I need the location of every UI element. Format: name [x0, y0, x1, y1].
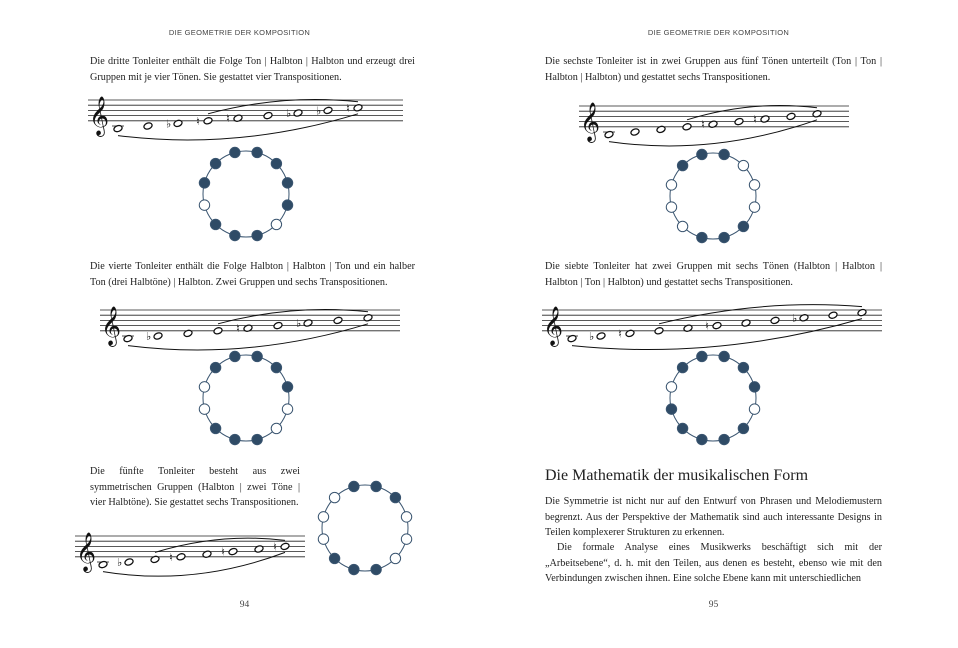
natural-sign-icon: ♮: [221, 545, 225, 559]
filled-tone-dot: [719, 149, 729, 159]
whole-note: [712, 321, 722, 329]
music-staff: [75, 526, 305, 576]
empty-tone-dot: [666, 382, 676, 392]
running-header: DIE GEOMETRIE DER KOMPOSITION: [647, 28, 790, 37]
natural-sign-icon: ♮: [226, 112, 230, 126]
whole-note: [153, 332, 163, 340]
treble-clef-icon: 𝄞: [543, 305, 564, 346]
filled-tone-dot: [697, 149, 707, 159]
whole-note: [124, 558, 134, 566]
filled-tone-dot: [282, 178, 292, 188]
empty-tone-dot: [390, 553, 400, 563]
flat-sign-icon: ♭: [792, 311, 798, 325]
filled-tone-dot: [210, 158, 220, 168]
flat-sign-icon: ♭: [166, 117, 172, 131]
whole-note: [263, 111, 273, 119]
flat-sign-icon: ♭: [146, 330, 152, 343]
natural-sign-icon: ♮: [273, 540, 277, 554]
paragraph: Die formale Analyse eines Musikwerks beschäftigt sich mit der „Arbeitsebene“, d. h. mit den Teilen, aus denen es besteht, ebenso wie mit den Verbindungen zwischen ihnen. Eine solche Ebene kann mit unterschiedlichen: [545, 542, 882, 584]
treble-clef-icon: 𝄞: [89, 95, 110, 136]
filled-tone-dot: [230, 434, 240, 444]
empty-tone-dot: [749, 180, 759, 190]
filled-tone-dot: [252, 147, 262, 157]
paragraph: Die vierte Tonleiter enthält die Folge Halbton | Halbton | Ton und ein halber Ton (drei Halbtöne) | Halbton. Zwei Gruppen und sechs Transpositionen.: [90, 261, 415, 288]
natural-sign-icon: ♮: [618, 327, 622, 341]
filled-tone-dot: [199, 178, 209, 188]
whole-note: [630, 128, 640, 136]
filled-tone-dot: [666, 404, 676, 414]
whole-note: [682, 123, 692, 131]
tone-circle-diagram: [663, 350, 763, 446]
treble-clef-icon: 𝄞: [101, 305, 122, 346]
empty-tone-dot: [749, 202, 759, 212]
paragraph: Die siebte Tonleiter hat zwei Gruppen mit sechs Tönen (Halbton | Halbton | Halbton | Ton | Halbton) und gestattet sechs Transpositionen.: [545, 261, 882, 288]
treble-clef-icon: 𝄞: [580, 101, 601, 142]
natural-sign-icon: ♮: [169, 550, 173, 564]
filled-tone-dot: [271, 362, 281, 372]
filled-tone-dot: [282, 382, 292, 392]
whole-note: [280, 542, 290, 550]
whole-note: [734, 117, 744, 125]
filled-tone-dot: [252, 351, 262, 361]
slur: [208, 100, 358, 114]
filled-tone-dot: [230, 147, 240, 157]
filled-tone-dot: [371, 564, 381, 574]
empty-tone-dot: [271, 423, 281, 433]
whole-note: [273, 321, 283, 329]
running-header: DIE GEOMETRIE DER KOMPOSITION: [168, 28, 311, 37]
natural-sign-icon: ♮: [346, 101, 350, 115]
flat-sign-icon: ♭: [286, 107, 292, 120]
filled-tone-dot: [252, 230, 262, 240]
slur: [687, 106, 817, 120]
filled-tone-dot: [719, 232, 729, 242]
tone-circle-diagram: [196, 350, 296, 446]
whole-note: [654, 327, 664, 335]
whole-note: [203, 117, 213, 125]
whole-note: [228, 547, 238, 555]
paragraph: Die Symmetrie ist nicht nur auf den Entwurf von Phrasen und Melodiemustern begrenzt. Aus der Perspektive der Mathematik sind auch interessante Designs in Teilen komplexerer Strukturen zu erkennen.: [545, 496, 882, 538]
paragraph: Die dritte Tonleiter enthält die Folge Ton | Halbton | Halbton und erzeugt drei Gruppen mit je vier Tönen. Sie gestattet vier Transpositionen.: [90, 56, 415, 83]
flat-sign-icon: ♭: [117, 556, 123, 569]
filled-tone-dot: [210, 219, 220, 229]
empty-tone-dot: [282, 404, 292, 414]
filled-tone-dot: [230, 351, 240, 361]
filled-tone-dot: [677, 423, 687, 433]
filled-tone-dot: [349, 481, 359, 491]
empty-tone-dot: [677, 221, 687, 231]
treble-clef-icon: 𝄞: [76, 531, 97, 572]
filled-tone-dot: [697, 351, 707, 361]
filled-tone-dot: [210, 362, 220, 372]
empty-tone-dot: [738, 160, 748, 170]
flat-sign-icon: ♭: [589, 330, 595, 343]
music-staff: [542, 300, 882, 350]
empty-tone-dot: [199, 382, 209, 392]
filled-tone-dot: [738, 221, 748, 231]
whole-note: [323, 106, 333, 114]
music-staff: [88, 90, 403, 140]
empty-tone-dot: [271, 219, 281, 229]
filled-tone-dot: [738, 423, 748, 433]
tone-circle-diagram: [315, 480, 415, 576]
filled-tone-dot: [390, 492, 400, 502]
whole-note: [176, 553, 186, 561]
filled-tone-dot: [329, 553, 339, 563]
natural-sign-icon: ♮: [196, 114, 200, 128]
filled-tone-dot: [210, 423, 220, 433]
filled-tone-dot: [738, 362, 748, 372]
natural-sign-icon: ♮: [753, 113, 757, 126]
page-number: 94: [239, 600, 250, 610]
filled-tone-dot: [349, 564, 359, 574]
right-page: [479, 0, 958, 648]
whole-note: [770, 316, 780, 324]
filled-tone-dot: [677, 160, 687, 170]
whole-note: [333, 316, 343, 324]
empty-tone-dot: [199, 404, 209, 414]
whole-note: [828, 311, 838, 319]
filled-tone-dot: [719, 434, 729, 444]
whole-note: [596, 332, 606, 340]
natural-sign-icon: ♮: [236, 322, 240, 336]
filled-tone-dot: [282, 200, 292, 210]
whole-note: [143, 122, 153, 130]
empty-tone-dot: [329, 492, 339, 502]
whole-note: [213, 327, 223, 335]
empty-tone-dot: [666, 202, 676, 212]
filled-tone-dot: [749, 382, 759, 392]
filled-tone-dot: [252, 434, 262, 444]
empty-tone-dot: [749, 404, 759, 414]
tone-circle-diagram: [663, 148, 763, 244]
empty-tone-dot: [401, 534, 411, 544]
empty-tone-dot: [666, 180, 676, 190]
music-staff: [100, 300, 400, 350]
flat-sign-icon: ♭: [296, 317, 302, 330]
slur: [155, 538, 285, 552]
paragraph: Die fünfte Tonleiter besteht aus zwei symmetrischen Gruppen (Halbton | zwei Töne | vier Halbtöne). Sie gestattet sechs Transpositionen.: [90, 466, 300, 508]
filled-tone-dot: [677, 362, 687, 372]
empty-tone-dot: [318, 534, 328, 544]
empty-tone-dot: [318, 512, 328, 522]
page-number: 95: [708, 600, 719, 610]
paragraph: Die sechste Tonleiter ist in zwei Gruppen aus fünf Tönen unterteilt (Ton | Ton | Halbton | Halbton) und gestattet sechs Transpositionen.: [545, 56, 882, 83]
natural-sign-icon: ♮: [705, 319, 709, 333]
music-staff: [579, 96, 849, 146]
filled-tone-dot: [719, 351, 729, 361]
filled-tone-dot: [697, 434, 707, 444]
filled-tone-dot: [230, 230, 240, 240]
section-heading: Die Mathematik der musikalischen Form: [545, 467, 809, 484]
filled-tone-dot: [271, 158, 281, 168]
empty-tone-dot: [401, 512, 411, 522]
tone-circle-diagram: [196, 146, 296, 242]
filled-tone-dot: [371, 481, 381, 491]
whole-note: [786, 112, 796, 120]
flat-sign-icon: ♭: [316, 104, 322, 118]
empty-tone-dot: [199, 200, 209, 210]
natural-sign-icon: ♮: [701, 118, 705, 132]
filled-tone-dot: [697, 232, 707, 242]
slur: [218, 310, 368, 324]
